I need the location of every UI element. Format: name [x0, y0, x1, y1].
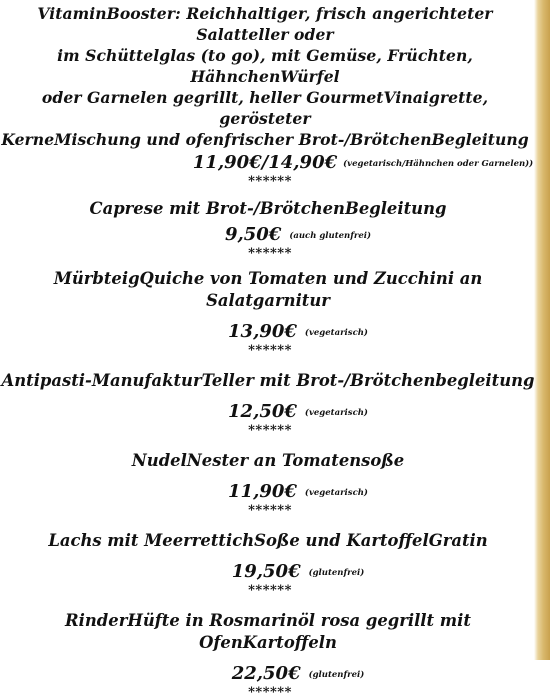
- intro-line: im Schüttelglas (to go), mit Gemüse, Früchten, HähnchenWürfel: [57, 46, 473, 86]
- price: 13,90€: [228, 321, 297, 342]
- dish-price-line: [0, 224, 536, 247]
- dietary-note: (glutenfrei): [308, 568, 365, 578]
- dish-name: Caprese mit Brot-/BrötchenBegleitung: [89, 199, 447, 218]
- price: 19,50€: [231, 561, 301, 582]
- intro-line: oder Garnelen gegrillt, heller GourmetVinaigrette, gerösteter: [41, 88, 489, 128]
- dish-name: Antipasti-ManufakturTeller mit Brot-/Brötchenbegleitung: [1, 371, 535, 390]
- price: 22,50€: [231, 663, 301, 684]
- decorative-gold-border: [534, 0, 550, 660]
- intro-line: KerneMischung und ofenfrischer Brot-/BrötchenBegleitung: [1, 130, 529, 149]
- dish-price-line: [0, 321, 536, 344]
- dietary-note: (vegetarisch): [304, 488, 368, 498]
- separator-stars: ******: [248, 343, 292, 358]
- separator-stars: ******: [248, 174, 292, 189]
- dietary-note: (auch glutenfrei): [289, 231, 372, 241]
- dish-price-line: [0, 481, 536, 504]
- dish-name: Lachs mit MeerrettichSoße und KartoffelGratin: [48, 531, 488, 550]
- price: 9,50€: [224, 224, 282, 245]
- separator-stars: ******: [248, 503, 292, 518]
- separator-stars: ******: [248, 583, 292, 598]
- intro-price-line: [0, 152, 536, 175]
- intro-line: VitaminBooster: Reichhaltiger, frisch angerichteter Salatteller oder: [37, 4, 493, 44]
- dietary-note: (glutenfrei): [308, 670, 365, 680]
- price: 11,90€/14,90€: [192, 152, 338, 173]
- dish-price-line: [0, 663, 536, 686]
- dish-name: NudelNester an Tomatensoße: [131, 451, 405, 470]
- price: 12,50€: [228, 401, 297, 422]
- separator-stars: ******: [248, 685, 292, 700]
- intro-description: [0, 3, 536, 150]
- dish-price-line: [0, 561, 536, 584]
- separator-stars: ******: [248, 246, 292, 261]
- price: 11,90€: [228, 481, 297, 502]
- dietary-note: (vegetarisch): [304, 408, 368, 418]
- dietary-note: (vegetarisch): [304, 328, 368, 338]
- dish-price-line: [0, 401, 536, 424]
- separator-stars: ******: [248, 423, 292, 438]
- dietary-note: (vegetarisch/Hähnchen oder Garnelen)): [343, 159, 534, 169]
- dish-name: RinderHüfte in Rosmarinöl rosa gegrillt mit OfenKartoffeln: [65, 611, 471, 652]
- dish-name: MürbteigQuiche von Tomaten und Zucchini an Salatgarnitur: [53, 269, 483, 310]
